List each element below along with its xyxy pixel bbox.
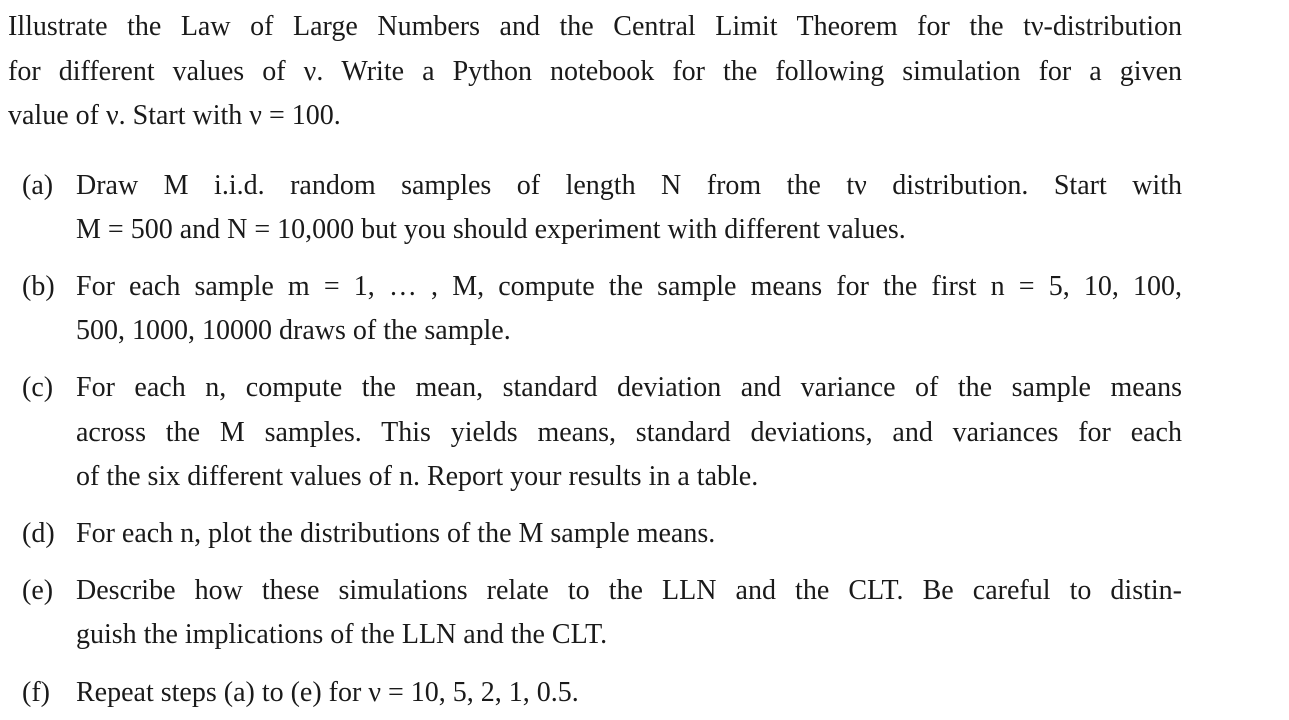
item-c-line-3: of the six different values of n. Report your results in a table. <box>76 461 759 492</box>
item-b-line-2: 500, 1000, 10000 draws of the sample. <box>76 315 511 346</box>
item-a-line-2: M = 500 and N = 10,000 but you should experiment with different values. <box>76 214 906 245</box>
intro-line-3: value of ν. Start with ν = 100. <box>8 100 341 131</box>
item-c-line-2: across the M samples. This yields means, standard deviations, and variances for each <box>76 417 1182 448</box>
item-a-label: (a) <box>22 170 54 201</box>
item-b-label: (b) <box>22 271 55 302</box>
item-c-label: (c) <box>22 372 54 403</box>
item-d-line-1: For each n, plot the distributions of the M sample means. <box>76 518 716 549</box>
item-e-line-2: guish the implications of the LLN and the CLT. <box>76 619 608 650</box>
intro-line-1: Illustrate the Law of Large Numbers and the Central Limit Theorem for the tν-distribution <box>8 11 1182 42</box>
item-b-line-1: For each sample m = 1, … , M, compute the sample means for the first n = 5, 10, 100, <box>76 271 1182 302</box>
item-a-line-1: Draw M i.i.d. random samples of length N from the tν distribution. Start with <box>76 170 1182 201</box>
item-e-line-1: Describe how these simulations relate to the LLN and the CLT. Be careful to distin- <box>76 575 1182 606</box>
item-f-label: (f) <box>22 677 50 708</box>
item-f-line-1: Repeat steps (a) to (e) for ν = 10, 5, 2, 1, 0.5. <box>76 677 579 708</box>
item-e-label: (e) <box>22 575 54 606</box>
item-c-line-1: For each n, compute the mean, standard deviation and variance of the sample means <box>76 372 1182 403</box>
intro-line-2: for different values of ν. Write a Python notebook for the following simulation for a given <box>8 56 1182 87</box>
item-d-label: (d) <box>22 518 55 549</box>
